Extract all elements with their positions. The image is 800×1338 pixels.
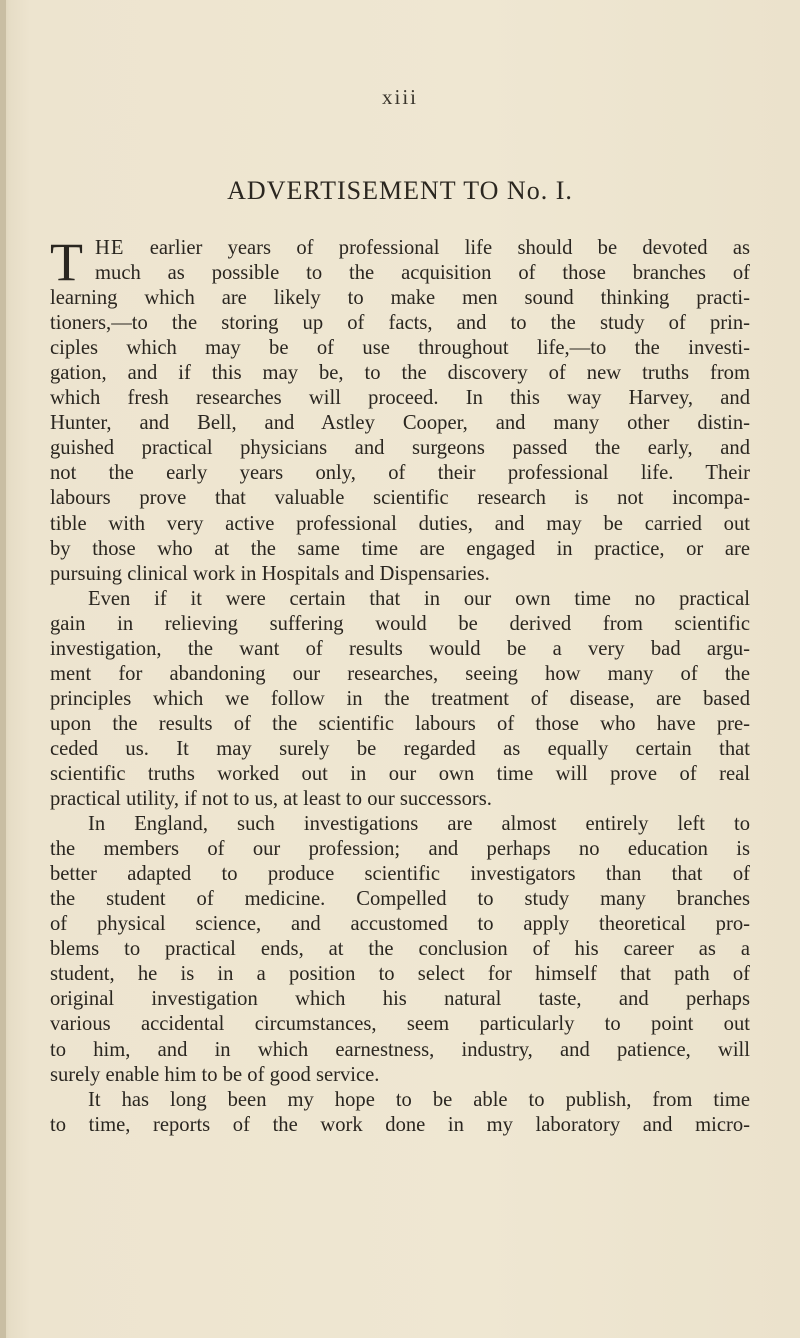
text-line: various accidental circumstances, seem particularly to point out <box>50 1013 750 1036</box>
first-word-rest: HE <box>95 237 125 259</box>
text-line: much as possible to the acquisition of those branches of <box>95 262 750 285</box>
drop-cap: T <box>50 232 83 292</box>
text-line: ceded us. It may surely be regarded as equally certain that <box>50 737 750 760</box>
page-heading: ADVERTISEMENT TO No. I. <box>227 176 573 205</box>
text-line: surely enable him to be of good service. <box>50 1063 380 1086</box>
text-line: investigation, the want of results would be a very bad argu- <box>50 637 750 660</box>
text-line: not the early years only, of their professional life. Their <box>50 462 750 485</box>
text-line: which fresh researches will proceed. In this way Harvey, and <box>50 387 750 410</box>
text-line: upon the results of the scientific labours of those who have pre- <box>50 712 750 735</box>
text-line: practical utility, if not to us, at least to our successors. <box>50 788 492 811</box>
text-line: gain in relieving suffering would be derived from scientific <box>50 612 750 635</box>
text-line: ciples which may be of use throughout life,—to the investi- <box>50 337 750 360</box>
text-line: Even if it were certain that in our own time no practical <box>88 587 750 610</box>
text-line: by those who at the same time are engaged in practice, or are <box>50 537 750 560</box>
page-number: xiii <box>381 85 418 109</box>
text-line: of physical science, and accustomed to apply theoretical pro- <box>50 913 750 936</box>
text-line: to time, reports of the work done in my laboratory and micro- <box>50 1113 750 1136</box>
text-line: blems to practical ends, at the conclusion of his career as a <box>50 938 750 961</box>
text-line: better adapted to produce scientific investigators than that of <box>50 863 750 886</box>
text-line: the members of our profession; and perhaps no education is <box>50 838 750 861</box>
text-line: learning which are likely to make men sound thinking practi- <box>50 287 750 310</box>
text-line: earlier years of professional life should be devoted as <box>124 237 750 259</box>
text-line: student, he is in a position to select for himself that path of <box>50 963 750 986</box>
text-line: the student of medicine. Compelled to study many branches <box>50 888 750 911</box>
text-line: guished practical physicians and surgeons passed the early, and <box>50 437 750 460</box>
text-line: to him, and in which earnestness, industry, and patience, will <box>50 1038 750 1061</box>
text-line: tioners,—to the storing up of facts, and to the study of prin- <box>50 312 750 335</box>
text-line: original investigation which his natural taste, and perhaps <box>50 988 750 1011</box>
text-line: ment for abandoning our researches, seeing how many of the <box>50 662 750 685</box>
text-line: In England, such investigations are almost entirely left to <box>88 813 750 836</box>
text-line: scientific truths worked out in our own time will prove of real <box>50 762 750 785</box>
text-line: tible with very active professional duties, and may be carried out <box>50 512 750 535</box>
text-line: labours prove that valuable scientific research is not incompa- <box>50 487 750 510</box>
text-line: It has long been my hope to be able to publish, from time <box>88 1088 750 1111</box>
text-line: pursuing clinical work in Hospitals and Dispensaries. <box>50 562 490 585</box>
text-line: gation, and if this may be, to the discovery of new truths from <box>50 362 750 385</box>
text-line: Hunter, and Bell, and Astley Cooper, and many other distin- <box>50 412 750 435</box>
body-text <box>50 232 750 1138</box>
text-line: principles which we follow in the treatment of disease, are based <box>50 687 750 710</box>
